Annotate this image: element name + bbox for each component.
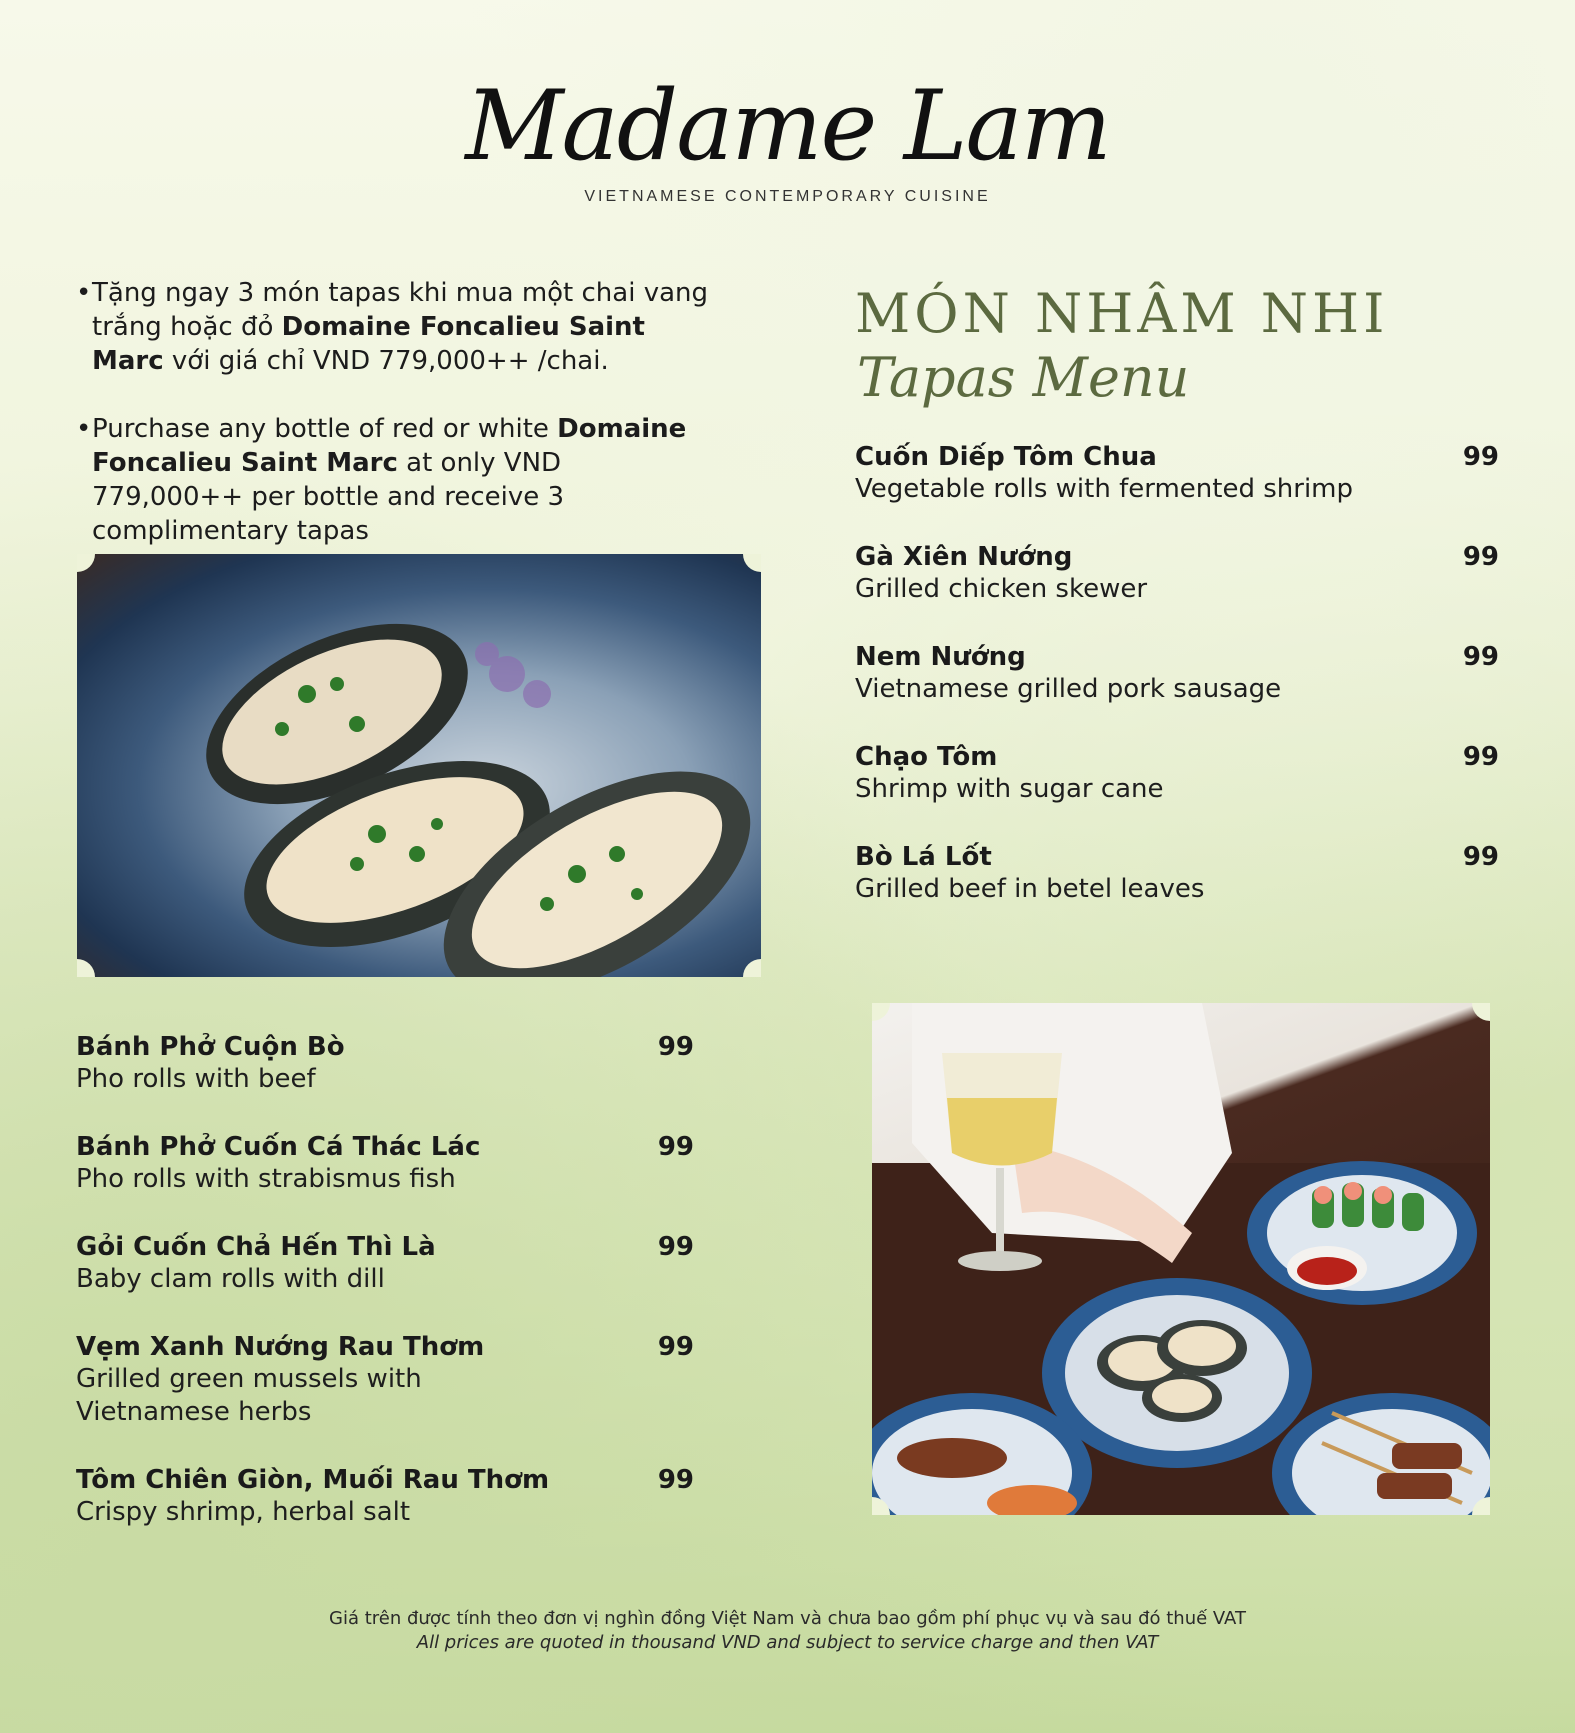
bullet: • [76,278,92,308]
item-price: 99 [1462,842,1499,872]
table-illustration [872,1003,1490,1515]
item-price: 99 [657,1465,694,1495]
item-name: Gỏi Cuốn Chả Hến Thì Là [76,1232,436,1262]
item-name: Tôm Chiên Giòn, Muối Rau Thơm [76,1465,550,1495]
brand-header [0,70,1575,206]
item-description: Pho rolls with beef [76,1064,316,1094]
menu-item [855,441,1499,506]
menu-item [76,1131,694,1196]
item-description: Pho rolls with strabismus fish [76,1164,456,1194]
item-name: Cuốn Diếp Tôm Chua [855,442,1157,472]
brand-tagline: VIETNAMESE CONTEMPORARY CUISINE [584,188,991,205]
menu-item [855,641,1499,706]
brand-logo: Madame Lam [465,70,1110,182]
price-footnote [0,1607,1575,1655]
item-price: 99 [1462,442,1499,472]
promo-block [76,276,716,582]
item-price: 99 [657,1232,694,1262]
menu-title-vi: MÓN NHÂM NHI [855,282,1389,345]
item-name: Bánh Phở Cuộn Bò [76,1032,345,1062]
item-description: Grilled green mussels with [76,1364,422,1394]
item-price: 99 [657,1132,694,1162]
promo-vi-price: với giá chỉ VND 779,000++ /chai. [163,346,609,376]
promo-vi-text: Tặng ngay 3 món tapas khi mua một chai vang trắng hoặc đỏ [92,278,709,342]
menu-item [855,541,1499,606]
promo-en-text: Purchase any bottle of red or white [92,414,558,444]
menu-title-en: Tapas Menu [857,346,1190,409]
item-price: 99 [1462,542,1499,572]
item-price: 99 [1462,742,1499,772]
item-price: 99 [657,1332,694,1362]
item-description: Crispy shrimp, herbal salt [76,1497,411,1527]
item-price: 99 [1462,642,1499,672]
promo-english [76,412,716,548]
item-name: Chạo Tôm [855,742,998,772]
promo-vi-wine: Domaine Foncalieu Saint Marc [92,312,645,376]
item-name: Bò Lá Lốt [855,842,992,872]
item-name: Nem Nướng [855,642,1026,672]
menu-item [76,1031,694,1096]
bullet: • [76,414,92,444]
footnote-vietnamese: Giá trên được tính theo đơn vị nghìn đồng Việt Nam và chưa bao gồm phí phục vụ và sau đó thuế VAT [329,1608,1246,1629]
item-name: Vẹm Xanh Nướng Rau Thơm [76,1332,485,1362]
promo-en-price: at only VND 779,000++ per bottle and receive 3 complimentary tapas [92,448,565,546]
item-name: Gà Xiên Nướng [855,542,1073,572]
tapas-table-photo [872,1003,1490,1515]
menu-item [76,1331,694,1429]
footnote-english: All prices are quoted in thousand VND and subject to service charge and then VAT [416,1632,1159,1653]
promo-en-wine: Domaine Foncalieu Saint Marc [92,414,687,478]
item-name: Bánh Phở Cuốn Cá Thác Lác [76,1132,481,1162]
menu-item [76,1231,694,1296]
mussels-illustration [77,554,761,977]
menu-item [76,1464,694,1529]
item-description: Grilled beef in betel leaves [855,874,1205,904]
item-description: Vegetable rolls with fermented shrimp [855,474,1353,504]
item-description: Shrimp with sugar cane [855,774,1164,804]
item-description-line2: Vietnamese herbs [76,1397,312,1427]
item-description: Baby clam rolls with dill [76,1264,385,1294]
menu-item [855,841,1499,906]
mussels-photo [77,554,761,977]
item-description: Vietnamese grilled pork sausage [855,674,1282,704]
item-description: Grilled chicken skewer [855,574,1148,604]
item-price: 99 [657,1032,694,1062]
menu-item [855,741,1499,806]
promo-vietnamese [76,276,716,378]
